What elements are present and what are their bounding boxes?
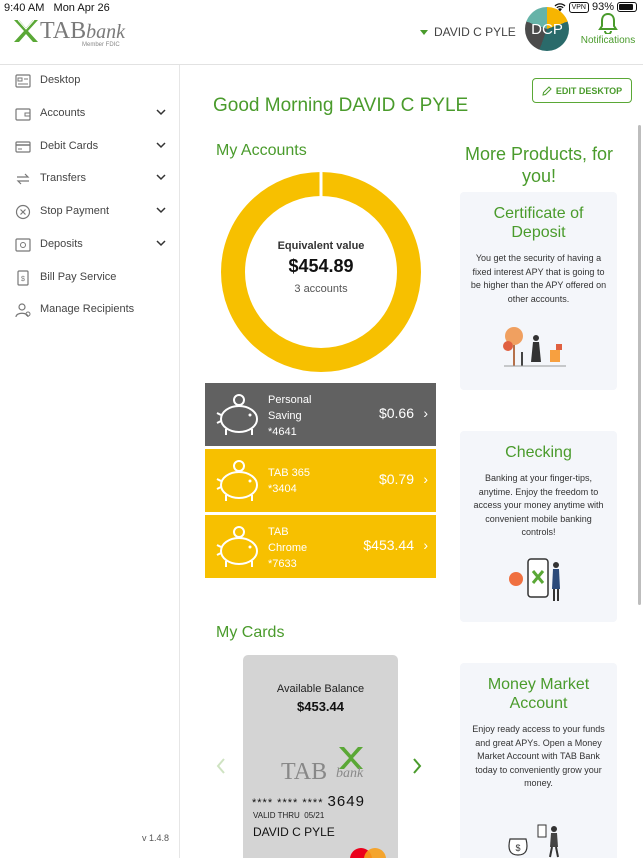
product-title: Certificate of Deposit — [493, 205, 584, 241]
sidebar-item-label: Debit Cards — [40, 140, 99, 152]
piggy-bank-icon — [215, 523, 263, 569]
bell-icon — [598, 12, 618, 34]
product-title: Money Market Account — [487, 676, 590, 712]
chevron-left-icon[interactable] — [215, 757, 227, 775]
mastercard-icon — [347, 845, 391, 858]
sidebar-item-label: Accounts — [40, 107, 86, 119]
product-card-money-market[interactable] — [460, 663, 617, 858]
piggy-bank-icon — [215, 457, 263, 503]
sidebar-item-accounts[interactable] — [0, 98, 180, 130]
my-cards-title: My Cards — [216, 624, 285, 641]
equivalent-value: $454.89 — [288, 256, 354, 276]
account-balance: $453.44 — [363, 537, 414, 553]
chevron-down-icon — [156, 239, 166, 247]
greeting: Good Morning DAVID C PYLE — [213, 95, 469, 116]
sidebar-item-stop-payment[interactable] — [0, 196, 180, 228]
my-accounts-title: My Accounts — [216, 142, 307, 159]
chevron-right-icon: › — [423, 405, 428, 421]
card-logo-bank: bank — [336, 766, 364, 781]
status-time: 9:40 AM Mon Apr 26 — [4, 2, 110, 14]
transfer-icon — [15, 171, 31, 187]
sidebar-item-deposits[interactable] — [0, 229, 180, 261]
account-balance: $0.66 — [378, 405, 414, 421]
user-name: DAVID C PYLE — [434, 25, 516, 39]
wallet-icon — [15, 106, 31, 122]
account-tile-personal-saving[interactable] — [205, 383, 436, 446]
edit-desktop-label: EDIT DESKTOP — [555, 85, 623, 96]
account-tile-tab-365[interactable] — [205, 449, 436, 512]
scrollbar[interactable] — [638, 125, 641, 605]
chevron-right-icon[interactable] — [411, 757, 423, 775]
equivalent-label: Equivalent value — [277, 240, 365, 252]
product-title: Checking — [505, 444, 572, 461]
available-balance-value: $453.44 — [297, 699, 344, 714]
phone-illustration-icon — [500, 555, 570, 605]
available-balance-label: Available Balance — [276, 683, 365, 695]
debit-card[interactable] — [243, 655, 398, 858]
sidebar-item-label: Transfers — [40, 172, 87, 184]
recipients-icon — [15, 302, 31, 318]
avatar-initials: DCP — [531, 20, 563, 38]
caret-down-icon — [420, 30, 428, 35]
account-balance: $0.79 — [378, 471, 414, 487]
chevron-right-icon: › — [423, 537, 428, 553]
app-header — [0, 16, 643, 65]
deposit-icon — [15, 237, 31, 253]
chevron-down-icon — [156, 108, 166, 116]
sidebar-item-manage-recipients[interactable] — [0, 294, 180, 326]
logo-text: TABbank — [40, 18, 125, 44]
battery-percent: 93% — [591, 1, 614, 13]
product-card-certificate[interactable] — [460, 192, 617, 390]
vpn-badge: VPN — [569, 2, 589, 13]
avatar[interactable] — [525, 7, 569, 51]
money-bag-illustration-icon — [500, 823, 570, 858]
chevron-right-icon: › — [423, 471, 428, 487]
logo-fdic: Member FDIC — [82, 42, 120, 48]
sidebar-item-transfers[interactable] — [0, 163, 180, 195]
edit-desktop-button[interactable] — [532, 78, 632, 103]
chevron-down-icon — [156, 173, 166, 181]
sidebar-item-bill-pay[interactable] — [0, 262, 180, 294]
main-content — [181, 65, 643, 858]
card-number: **** **** **** 3649 — [252, 793, 365, 810]
notifications-label: Notifications — [580, 35, 636, 46]
chevron-down-icon — [156, 141, 166, 149]
product-card-checking[interactable] — [460, 431, 617, 622]
account-name: Personal Saving *4641 — [268, 394, 312, 438]
product-description: Enjoy ready access to your funds and great APYs. Open a Money Market Account with TAB Bank today to conveniently grow your money. — [472, 724, 605, 788]
product-description: Banking at your finger-tips, anytime. Enjoy the freedom to access your money anytime with convenient mobile banking controls! — [473, 473, 604, 537]
card-valid-thru: VALID THRU 05/21 — [253, 811, 325, 820]
chevron-down-icon — [156, 206, 166, 214]
account-name: TAB Chrome *7633 — [268, 526, 308, 570]
product-description: You get the security of having a fixed interest APY that is going to be higher than the APY offered on other accounts. — [470, 253, 607, 304]
bill-icon — [15, 270, 31, 286]
donut-center — [221, 240, 421, 295]
stop-icon — [15, 204, 31, 220]
pencil-icon — [542, 86, 552, 96]
user-menu[interactable] — [420, 25, 516, 39]
logo-x-icon — [12, 18, 40, 44]
desktop-icon — [15, 73, 31, 89]
svg-text:$: $ — [21, 276, 25, 283]
sidebar-item-label: Stop Payment — [40, 205, 110, 217]
account-name: TAB 365 *3404 — [268, 467, 310, 495]
notifications-button[interactable] — [580, 12, 636, 46]
accounts-count: 3 accounts — [294, 283, 348, 295]
sidebar-item-label: Deposits — [40, 238, 83, 250]
card-holder: DAVID C PYLE — [253, 825, 335, 839]
sidebar-item-label: Manage Recipients — [40, 303, 135, 315]
card-logo-tab: TAB — [281, 759, 328, 785]
card-icon — [15, 139, 31, 155]
sidebar — [0, 65, 180, 858]
card-logo — [281, 745, 371, 789]
account-tile-tab-chrome[interactable] — [205, 515, 436, 578]
svg-text:$: $ — [515, 843, 521, 853]
sidebar-item-label: Desktop — [40, 74, 81, 86]
tab-bank-logo[interactable] — [12, 16, 132, 60]
certificate-illustration-icon — [500, 322, 570, 370]
sidebar-item-debit-cards[interactable] — [0, 131, 180, 163]
piggy-bank-icon — [215, 391, 263, 437]
sidebar-item-label: Bill Pay Service — [40, 271, 117, 283]
battery-icon — [617, 2, 637, 12]
more-products-title: More Products, for you! — [464, 144, 614, 186]
app-version: v 1.4.8 — [142, 833, 170, 843]
sidebar-item-desktop[interactable] — [0, 65, 180, 97]
